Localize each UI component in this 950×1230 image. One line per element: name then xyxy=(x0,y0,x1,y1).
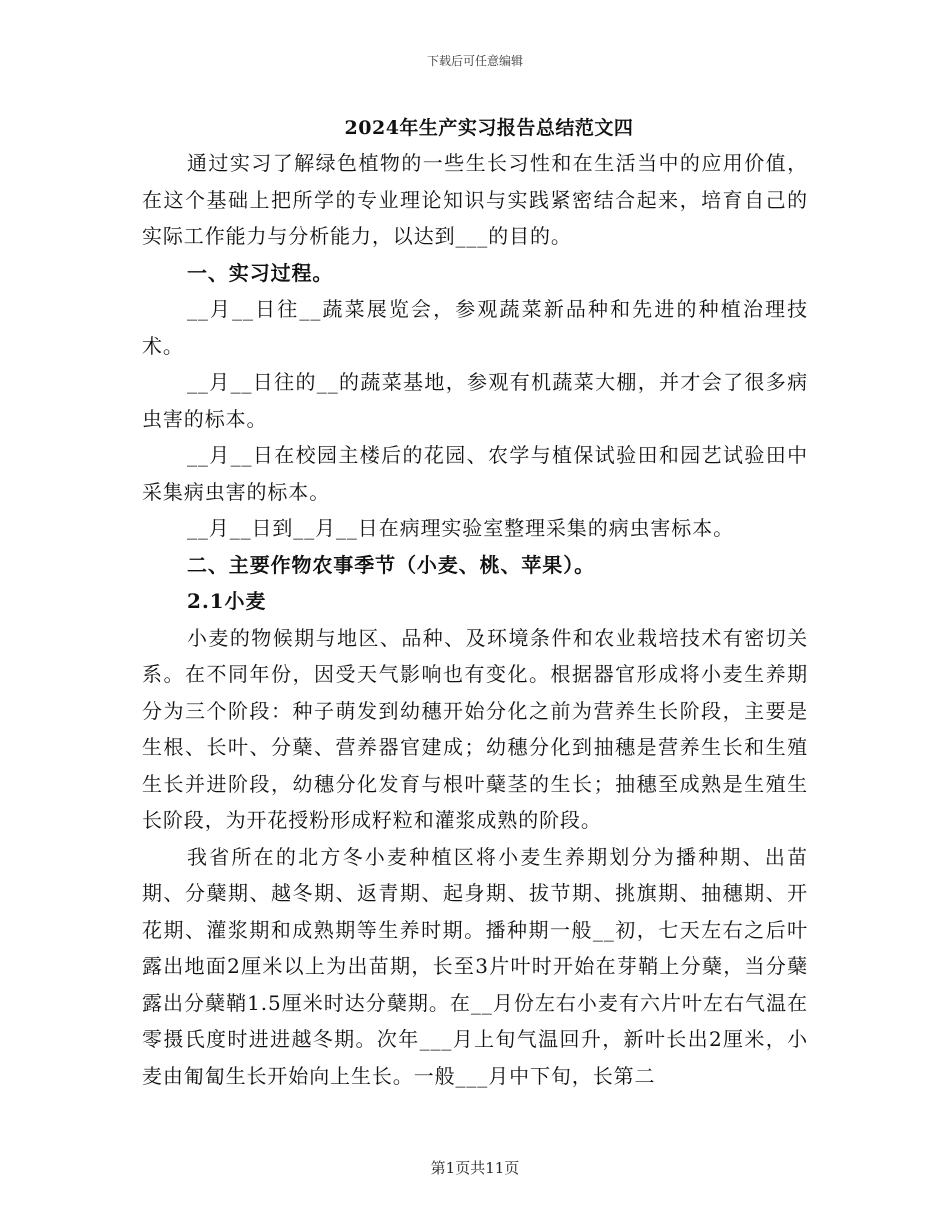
paragraph-wheat-phenology: 小麦的物候期与地区、品种、及环境条件和农业栽培技术有密切关系。在不同年份，因受天气影响也有变化。根据器官形成将小麦生养期分为三个阶段：种子萌发到幼穗开始分化之前为营养生长阶段，主要是生根、长叶、分蘖、营养器官建成；幼穗分化到抽穗是营养生长和生殖生长并进阶段，幼穗分化发育与根叶蘖茎的生长；抽穗至成熟是生殖生长阶段，为开花授粉形成籽粒和灌浆成熟的阶段。 xyxy=(142,625,808,832)
page-footer: 第1页共11页 xyxy=(430,1159,520,1177)
subsection-heading-wheat: 2.1小麦 xyxy=(187,589,267,613)
section-heading-2: 二、主要作物农事季节（小麦、桃、苹果）。 xyxy=(187,552,595,577)
paragraph-process-4: __月__日到__月__日在病理实验室整理采集的病虫害标本。 xyxy=(187,516,734,540)
document-title: 2024年生产实习报告总结范文四 xyxy=(344,117,634,139)
paragraph-intro: 通过实习了解绿色植物的一些生长习性和在生活当中的应用价值，在这个基础上把所学的专业理论知识与实践紧密结合起来，培育自己的实际工作能力与分析能力，以达到___的目的。 xyxy=(142,151,808,248)
section-heading-1: 一、实习过程。 xyxy=(187,260,334,285)
paragraph-process-3: __月__日在校园主楼后的花园、农学与植保试验田和园艺试验田中采集病虫害的标本。 xyxy=(142,443,808,504)
document-body xyxy=(142,113,808,1094)
paragraph-process-2: __月__日往的__的蔬菜基地，参观有机蔬菜大棚，并才会了很多病虫害的标本。 xyxy=(142,370,808,431)
page-header: 下载后可任意编辑 xyxy=(426,54,523,68)
paragraph-wheat-stages: 我省所在的北方冬小麦种植区将小麦生养期划分为播种期、出苗期、分蘖期、越冬期、返青期、起身期、拔节期、挑旗期、抽穗期、开花期、灌浆期和成熟期等生养时期。播种期一般__初，七天左右之后叶露出地面2厘米以上为出苗期，长至3片叶时开始在芽鞘上分蘖，当分蘖露出分蘖鞘1.5厘米时达分蘖期。在__月份左右小麦有六片叶左右气温在零摄氏度时进进越冬期。次年___月上旬气温回升，新叶长出2厘米，小麦由匍匐生长开始向上生长。一般___月中下旬，长第二 xyxy=(142,844,808,1088)
paragraph-process-1: __月__日往__蔬菜展览会，参观蔬菜新品种和先进的种植治理技术。 xyxy=(142,297,808,358)
